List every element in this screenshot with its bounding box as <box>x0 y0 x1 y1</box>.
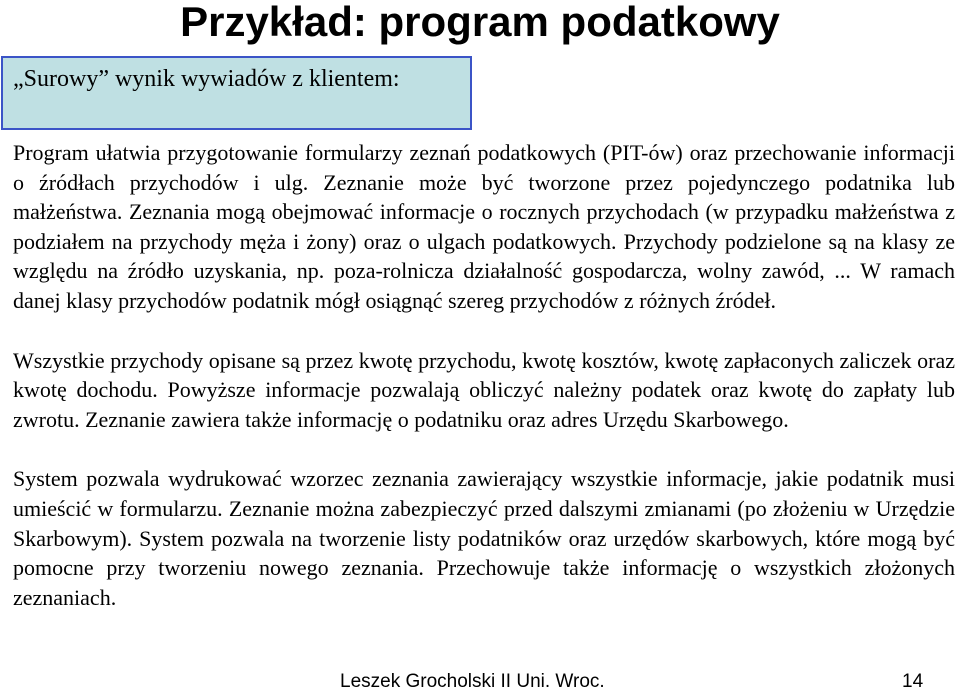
interview-callout-box <box>1 56 472 130</box>
callout-text: „Surowy” wynik wywiadów z klientem: <box>13 66 400 92</box>
slide-page-number: 14 <box>902 671 924 692</box>
paragraph-income-description: Wszystkie przychody opisane są przez kwotę przychodu, kwotę kosztów, kwotę zapłaconych zaliczek oraz kwotę dochodu. Powyższe informacje pozwalają obliczyć należny podatek oraz kwotę do zapłaty lub zwrotu. Zeznanie zawiera także informację o podatniku oraz adres Urzędu Skarbowego. <box>13 347 955 432</box>
slide-title: Przykład: program podatkowy <box>180 0 780 45</box>
slide-footer-author: Leszek Grocholski II Uni. Wroc. <box>340 671 605 692</box>
paragraph-program-description: Program ułatwia przygotowanie formularzy zeznań podatkowych (PIT-ów) oraz przechowanie informacji o źródłach przychodów i ulg. Zeznanie może być tworzone przez pojedynczego podatnika lub małżeństwa. Zeznania mogą obejmować informacje o rocznych przychodach (w przypadku małżeństwa z podziałem na przychody męża i żony) oraz o ulgach podatkowych. Przychody podzielone są na klasy ze względu na źródło uzyskania, np. poza-rolnicza działalność gospodarcza, wolny zawód, ... W ramach danej klasy przychodów podatnik mógł osiągnąć szereg przychodów z różnych źródeł. <box>13 140 955 313</box>
slide-body <box>13 138 955 612</box>
paragraph-system-features: System pozwala wydrukować wzorzec zeznania zawierający wszystkie informacje, jakie podatnik musi umieścić w formularzu. Zeznanie można zabezpieczyć przed dalszymi zmianami (po złożeniu w Urzędzie Skarbowym). System pozwala na tworzenie listy podatników oraz urzędów skarbowych, które mogą być pomocne przy tworzeniu nowego zeznania. Przechowuje także informację o wszystkich złożonych zeznaniach. <box>13 466 955 610</box>
